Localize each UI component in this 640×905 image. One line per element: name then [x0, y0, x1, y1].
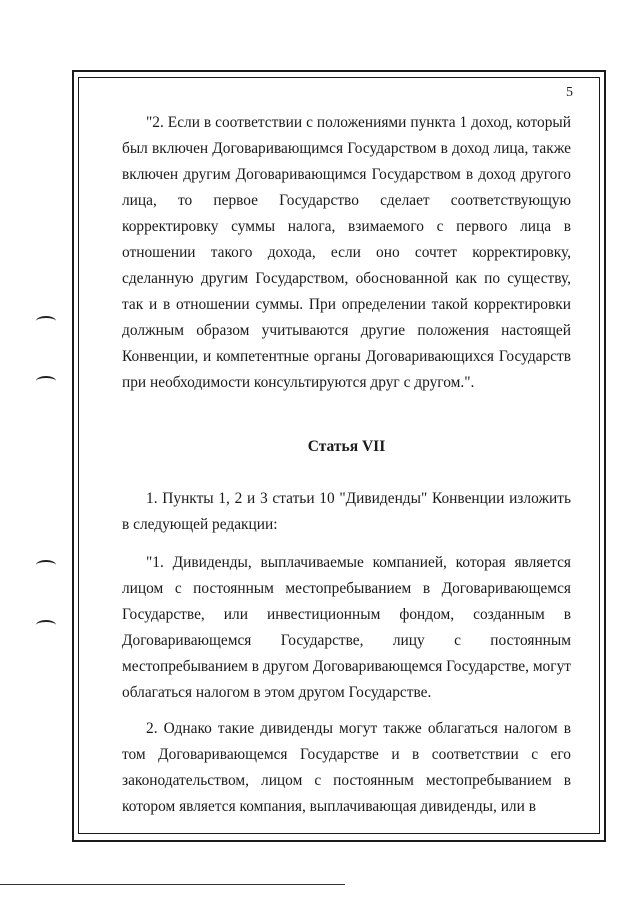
- paragraph-article-7-point-1: 1. Пункты 1, 2 и 3 статьи 10 "Дивиденды" Конвенции изложить в следующей редакции:: [122, 490, 571, 533]
- binding-hole-mark: [36, 376, 56, 386]
- binding-hole-mark: [36, 560, 56, 570]
- page-number: 5: [566, 85, 573, 100]
- paragraph-article-6-point-2: "2. Если в соответствии с положениями пункта 1 доход, который был включен Договаривающимся Государством в доход лица, также включен другим Договаривающимся Государством в доход другого лица, то первое Государство сделает соответствующую корректировку суммы налога, взимаемого с первого лица в отношении такого дохода, если оно сочтет корректировку, сделанную другим Государством, обоснованной как по существу, так и в отношении суммы. При определении такой корректировки должным образом учитываются другие положения настоящей Конвенции, и компетентные органы Договаривающихся Государств при необходимости консультируются друг с другом.".: [122, 114, 571, 391]
- scan-edge-line: [0, 884, 345, 885]
- paragraph-dividends-point-1: "1. Дивиденды, выплачиваемые компанией, которая является лицом с постоянным местопребыванием в Договаривающемся Государстве, или инвестиционным фондом, созданным в Договаривающемся Государстве, лицу с постоянным местопребыванием в другом Договаривающемся Государстве, могут облагаться налогом в этом другом Государстве.: [122, 554, 571, 701]
- paragraph-dividends-point-2: 2. Однако такие дивиденды могут также облагаться налогом в том Договаривающемся Государстве и в соответствии с его законодательством, лицом с постоянным местопребыванием в котором является компания, выплачивающая дивиденды, или в: [122, 720, 571, 815]
- binding-hole-mark: [36, 316, 56, 326]
- article-heading: Статья VII: [307, 438, 386, 455]
- binding-hole-mark: [36, 620, 56, 630]
